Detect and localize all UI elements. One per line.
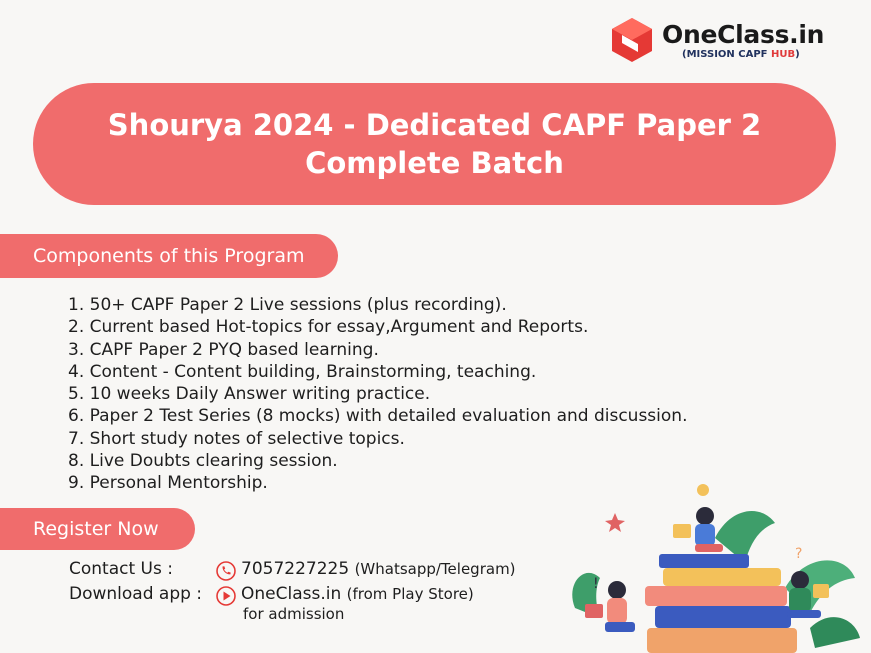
components-heading: Components of this Program: [0, 234, 338, 278]
person-legs: [605, 622, 635, 632]
list-item: 3. CAPF Paper 2 PYQ based learning.: [68, 339, 379, 360]
hero-title: Shourya 2024 - Dedicated CAPF Paper 2 Complete Batch: [107, 108, 762, 180]
list-item: 9. Personal Mentorship.: [68, 473, 268, 494]
book-held: [813, 584, 829, 598]
list-item: 4. Content - Content building, Brainstorming, teaching.: [68, 361, 537, 382]
list-item: 7. Short study notes of selective topics.: [68, 428, 405, 449]
person-head: [791, 571, 809, 589]
lightbulb-icon: [697, 484, 709, 496]
book-shape: [645, 586, 787, 606]
person-body: [789, 588, 811, 612]
phone-row: [241, 559, 516, 579]
list-item: 5. 10 weeks Daily Answer writing practice.: [68, 384, 431, 405]
hero-banner: [33, 83, 836, 205]
phone-number[interactable]: 7057227225: [241, 559, 350, 579]
book-shape: [655, 606, 791, 628]
book-held: [585, 604, 603, 618]
list-item: 1. 50+ CAPF Paper 2 Live sessions (plus recording).: [68, 295, 507, 315]
play-store-icon: [216, 586, 236, 606]
register-now-button[interactable]: Register Now: [0, 508, 195, 550]
book-shape: [663, 568, 781, 586]
download-label: Download app :: [69, 584, 203, 604]
list-item: 6. Paper 2 Test Series (8 mocks) with detailed evaluation and discussion.: [68, 406, 688, 427]
app-note: (from Play Store): [346, 585, 474, 603]
program-list: [68, 294, 687, 495]
contact-row: [69, 559, 215, 579]
person-head: [696, 507, 714, 525]
list-item: 8. Live Doubts clearing session.: [68, 451, 338, 472]
leaf-shape: [810, 617, 860, 648]
app-name[interactable]: OneClass.in: [241, 584, 342, 604]
oneclass-logo-icon: [608, 16, 656, 64]
phone-icon: [216, 561, 236, 581]
book-shape: [659, 554, 749, 568]
phone-note: (Whatsapp/Telegram): [354, 560, 516, 578]
person-legs: [787, 610, 821, 618]
question-mark-icon: ?: [795, 546, 803, 562]
brand-tagline: (MISSION CAPF HUB): [682, 49, 800, 60]
person-body: [607, 598, 627, 624]
download-row: [69, 584, 215, 604]
person-legs: [695, 544, 723, 552]
brand-name: OneClass.in: [662, 20, 825, 49]
book-shape: [647, 628, 797, 653]
admission-note: for admission: [243, 605, 345, 623]
brand-logo: [608, 16, 848, 66]
contact-label: Contact Us :: [69, 559, 173, 579]
book-held: [673, 524, 691, 538]
exclamation-icon: !: [593, 576, 599, 592]
person-head: [608, 581, 626, 599]
reading-students-illustration: [555, 468, 871, 653]
star-shape: [605, 513, 625, 532]
person-body: [695, 524, 715, 546]
list-item: 2. Current based Hot-topics for essay,Argument and Reports.: [68, 317, 589, 338]
app-row: [241, 584, 474, 604]
